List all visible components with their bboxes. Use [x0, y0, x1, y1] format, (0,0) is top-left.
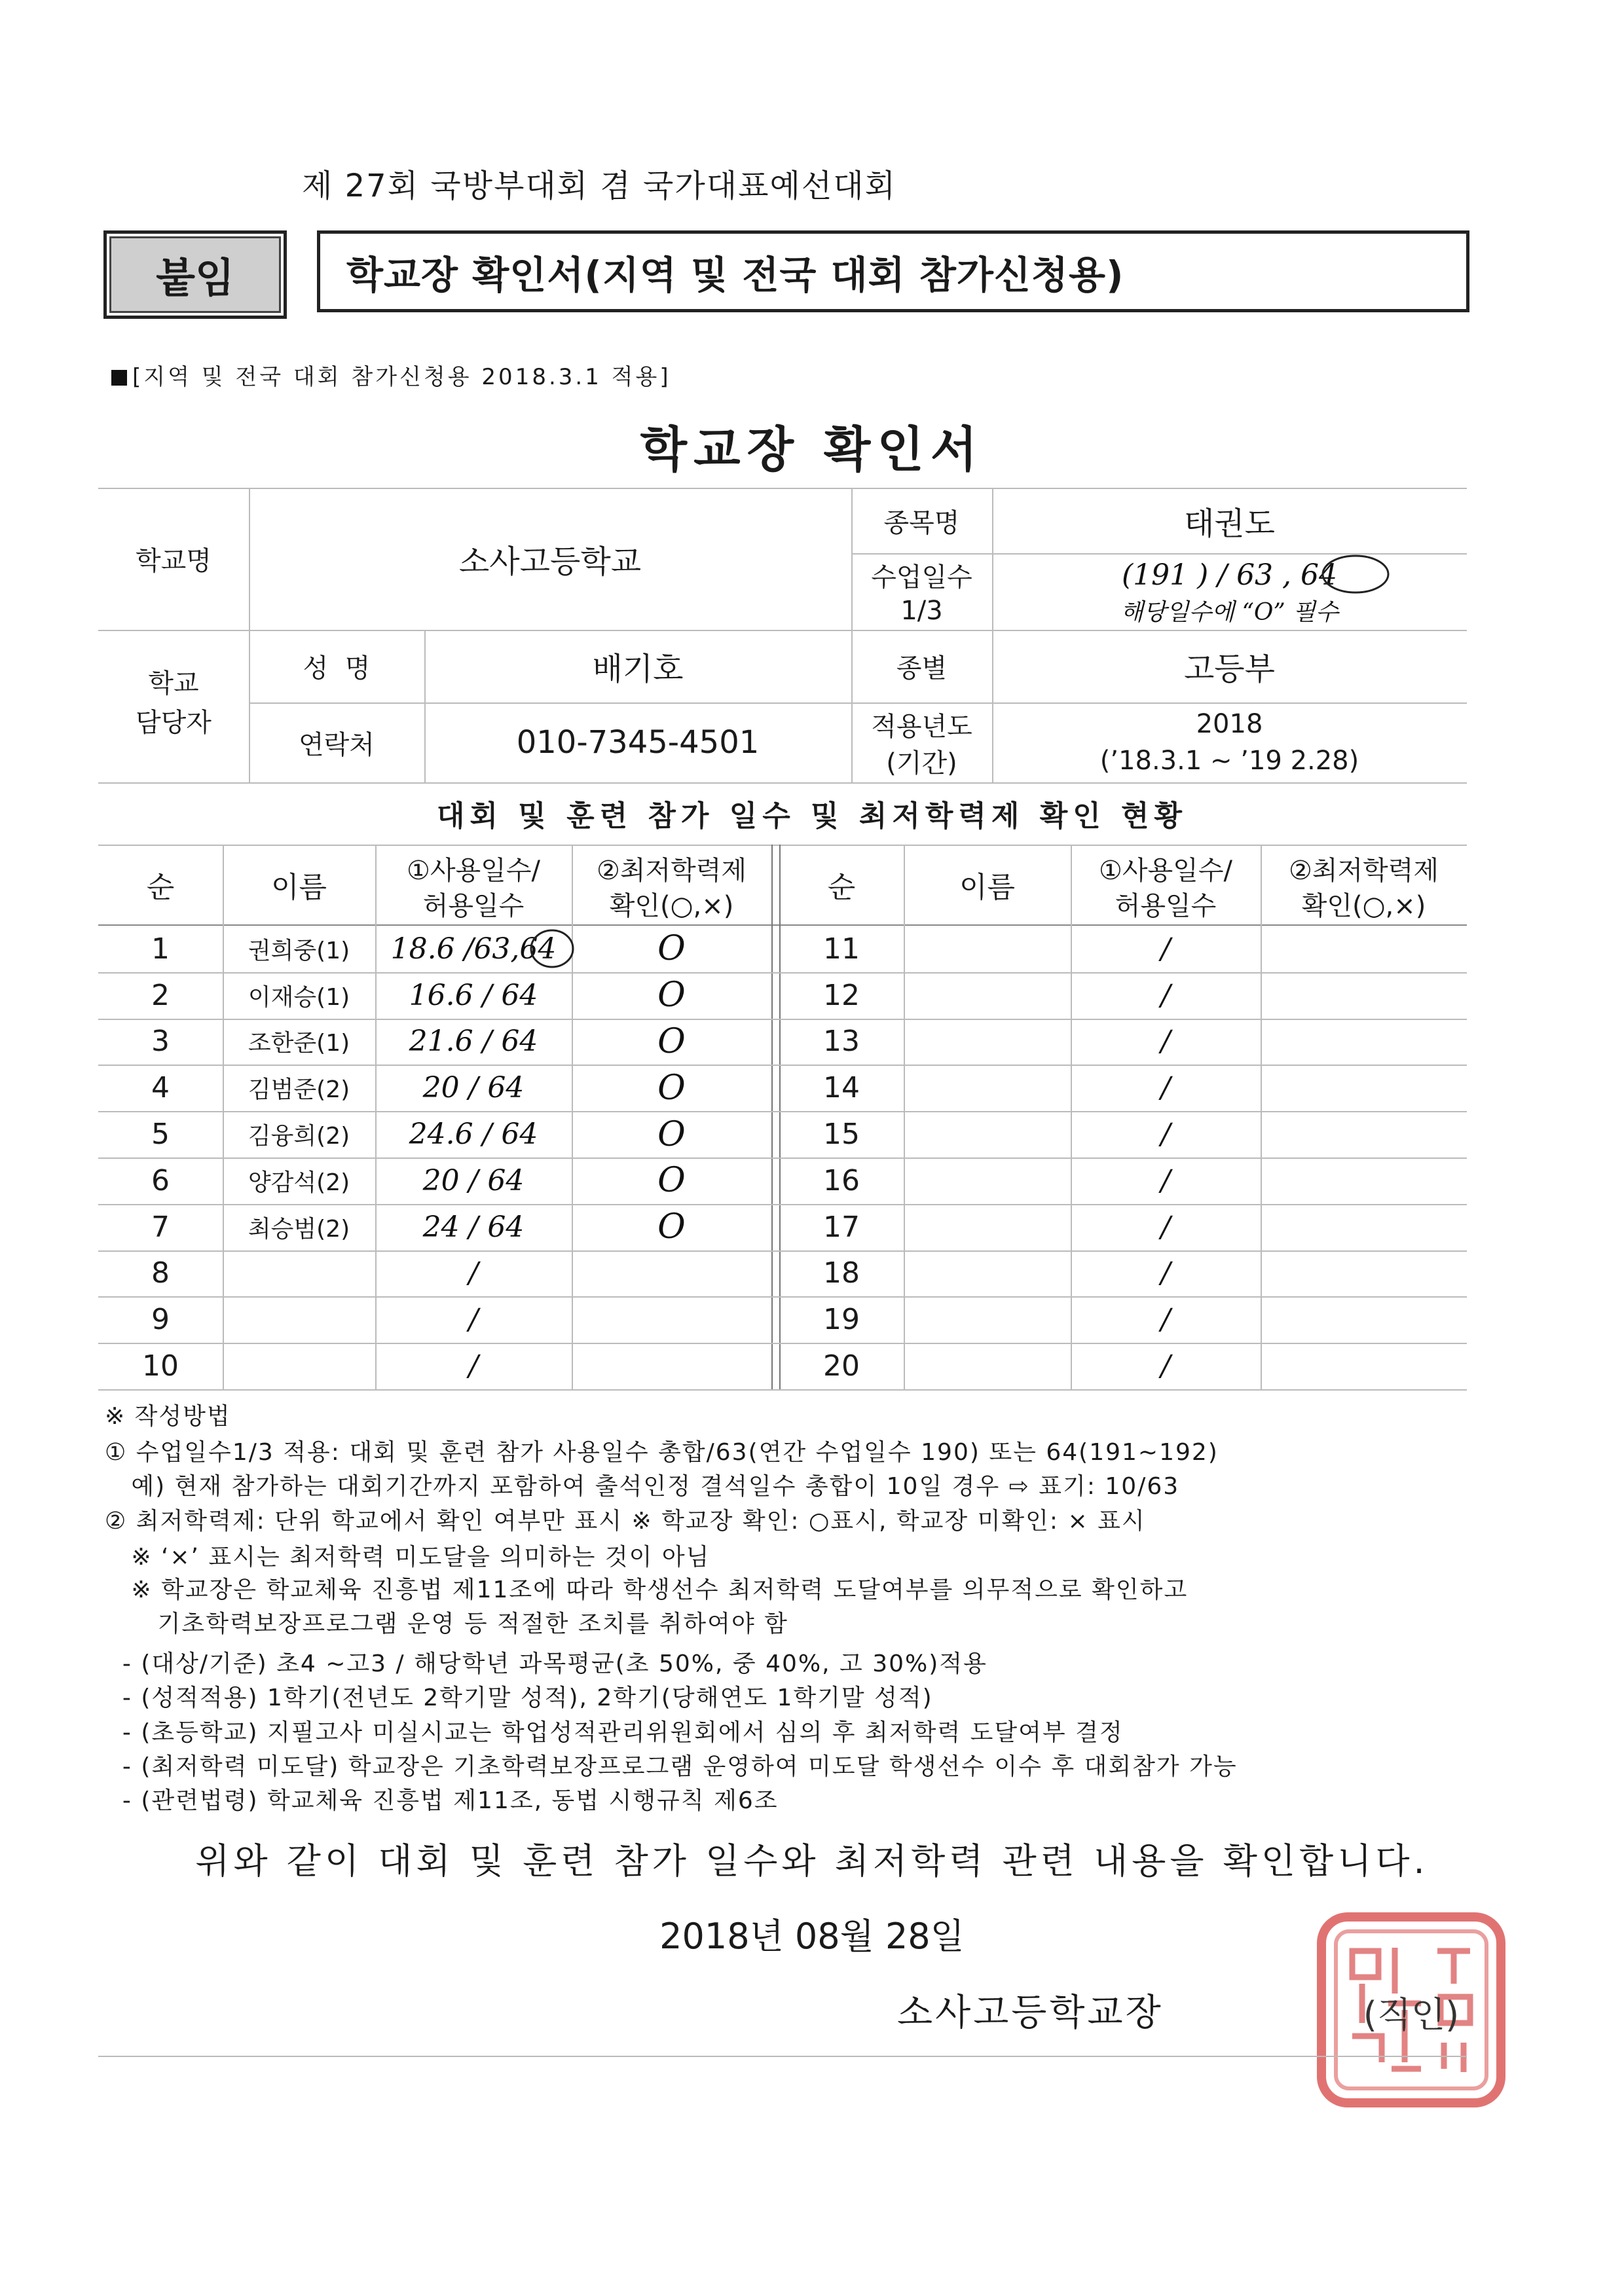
row-days: /	[1160, 1163, 1171, 1197]
class-days-ratio: 1/3	[900, 595, 943, 626]
row-divider	[98, 1296, 1467, 1298]
row-divider	[98, 1204, 1467, 1205]
row-divider	[98, 1250, 1467, 1252]
row-name	[904, 1343, 1071, 1389]
row-divider	[98, 972, 1467, 974]
event-value: 태권도	[1183, 505, 1276, 542]
row-divider	[98, 1065, 1467, 1066]
row-name	[904, 926, 1071, 972]
header-no: 순	[146, 871, 175, 904]
attachment-label: 붙임	[103, 230, 287, 319]
row-check	[1261, 926, 1467, 972]
row-check: O	[657, 1114, 686, 1154]
row-number: 5	[151, 1118, 170, 1152]
row-days: 20 / 64	[422, 1163, 525, 1197]
instruction-line: - (성적적용) 1학기(전년도 2학기말 성적), 2학기(당해연도 1학기말 성적)	[105, 1685, 933, 1711]
divider	[98, 782, 1467, 784]
row-days: /	[1160, 1349, 1171, 1383]
row-days: /	[1160, 1303, 1171, 1337]
row-divider	[98, 1157, 1467, 1159]
manager-label-line2: 담당자	[136, 707, 212, 738]
row-name	[904, 1065, 1071, 1111]
date: 2018년 08월 28일	[659, 1916, 965, 1957]
row-name	[223, 1296, 375, 1343]
row-number: 12	[823, 978, 860, 1012]
year-label-line2: (기간)	[886, 748, 957, 778]
division-value: 고등부	[1183, 651, 1276, 687]
row-name: 권희중(1)	[248, 937, 350, 964]
row-check	[1261, 1296, 1467, 1343]
document-title-boxed: 학교장 확인서(지역 및 전국 대회 참가신청용)	[317, 230, 1469, 312]
instruction-line: - (대상/기준) 초4 ~고3 / 해당학년 과목평균(초 50%, 중 40%, 고 30%)적용	[105, 1650, 987, 1677]
event-title: 제 27회 국방부대회 겸 국가대표예선대회	[302, 168, 896, 204]
row-days: /	[1160, 1025, 1171, 1059]
row-number: 10	[142, 1349, 179, 1383]
principal-name: 소사고등학교장	[897, 1992, 1164, 2034]
row-check: O	[657, 1021, 686, 1061]
row-days: /	[1160, 1071, 1171, 1105]
header-days-line1: ①사용일수/	[1099, 855, 1232, 886]
row-name	[904, 1204, 1071, 1250]
row-days: 21.6 / 64	[409, 1025, 538, 1059]
row-name: 양감석(2)	[248, 1169, 350, 1196]
row-name	[904, 1296, 1071, 1343]
row-check: O	[657, 1068, 686, 1108]
row-number: 20	[823, 1349, 860, 1383]
row-number: 19	[823, 1303, 860, 1337]
seal-label: (직인)	[1363, 1994, 1460, 2035]
instruction-line: 예) 현재 참가하는 대회기간까지 포함하여 출석인정 결석일수 총합이 10일 경우 ⇨ 표기: 10/63	[105, 1473, 1180, 1500]
row-name	[904, 1250, 1071, 1297]
row-number: 18	[823, 1256, 860, 1290]
row-check	[1261, 1065, 1467, 1111]
header-grade-line2: 확인(○,×)	[609, 890, 734, 921]
row-number: 2	[151, 978, 170, 1012]
row-name	[904, 1019, 1071, 1065]
row-days: 24.6 / 64	[409, 1118, 538, 1152]
contact-label: 연락처	[299, 729, 375, 760]
row-number: 9	[151, 1303, 170, 1337]
row-days: /	[1160, 1118, 1171, 1152]
row-divider	[98, 1111, 1467, 1112]
row-name	[904, 972, 1071, 1019]
instruction-line: ※ 작성방법	[105, 1403, 231, 1430]
row-number: 8	[151, 1256, 170, 1290]
contact-value: 010-7345-4501	[516, 724, 760, 761]
row-check: O	[657, 1207, 686, 1247]
row-name: 최승범(2)	[248, 1215, 350, 1243]
row-divider	[98, 1019, 1467, 1020]
row-divider	[98, 1343, 1467, 1344]
instruction-line: ※ 학교장은 학교체육 진흥법 제11조에 따라 학생선수 최저학력 도달여부를 의무적으로 확인하고	[105, 1576, 1189, 1603]
row-name	[904, 1157, 1071, 1204]
row-check	[572, 1250, 771, 1297]
year-label-line1: 적용년도	[871, 711, 972, 742]
row-days: /	[1160, 978, 1171, 1012]
row-number: 7	[151, 1210, 170, 1244]
bottom-divider	[98, 2056, 1467, 2057]
school-value: 소사고등학교	[458, 543, 642, 580]
instruction-line: - (최저학력 미도달) 학교장은 기초학력보장프로그램 운영하여 미도달 학생선수 이수 후 대회참가 가능	[105, 1753, 1238, 1780]
row-number: 16	[823, 1163, 860, 1197]
row-name: 김융희(2)	[248, 1123, 350, 1150]
row-name	[223, 1343, 375, 1389]
row-days: /	[1160, 1256, 1171, 1290]
row-number: 14	[823, 1071, 860, 1105]
row-days: 16.6 / 64	[409, 978, 538, 1012]
row-divider	[98, 1389, 1467, 1391]
row-days: /	[468, 1256, 479, 1290]
row-check: O	[657, 1161, 686, 1201]
name-value: 배기호	[592, 651, 684, 687]
header-name: 이름	[270, 871, 327, 904]
row-check	[1261, 1343, 1467, 1389]
name-label: 성 명	[303, 653, 371, 683]
square-bullet-icon	[111, 370, 127, 386]
class-days-value: (191 ) / 63 , 64	[1121, 558, 1338, 592]
row-number: 13	[823, 1025, 860, 1059]
row-days: /	[468, 1303, 479, 1337]
note-line	[111, 359, 671, 391]
row-name: 김범준(2)	[248, 1076, 350, 1104]
row-number: 4	[151, 1071, 170, 1105]
row-name: 조한준(1)	[248, 1030, 350, 1057]
manager-label-line1: 학교	[148, 668, 199, 699]
note-text: [지역 및 전국 대회 참가신청용 2018.3.1 적용]	[132, 364, 671, 390]
official-seal	[1316, 1912, 1506, 2108]
row-check	[1261, 1204, 1467, 1250]
header-grade-line2: 확인(○,×)	[1301, 890, 1426, 921]
section-title: 대회 및 훈련 참가 일수 및 최저학력제 확인 현황	[436, 799, 1188, 833]
event-label: 종목명	[883, 507, 960, 538]
header-days-line2: 허용일수	[1115, 890, 1217, 921]
division-label: 종별	[896, 653, 948, 683]
row-days: 18.6 /63,64	[390, 932, 557, 966]
year-value: 2018	[1196, 709, 1263, 739]
header-grade-line1: ②최저학력제	[596, 855, 747, 886]
row-check	[572, 1343, 771, 1389]
row-number: 1	[151, 932, 170, 966]
row-name: 이재승(1)	[248, 983, 350, 1011]
row-name	[223, 1250, 375, 1297]
row-number: 3	[151, 1025, 170, 1059]
row-check	[1261, 1111, 1467, 1157]
row-check: O	[657, 975, 686, 1015]
school-label: 학교명	[136, 546, 212, 576]
row-number: 11	[823, 932, 860, 966]
instruction-line: ① 수업일수1/3 적용: 대회 및 훈련 참가 사용일수 총합/63(연간 수업일수 190) 또는 64(191~192)	[105, 1439, 1219, 1466]
row-check	[1261, 1019, 1467, 1065]
instruction-line: ② 최저학력제: 단위 학교에서 확인 여부만 표시 ※ 학교장 확인: ○표시, 학교장 미확인: × 표시	[105, 1508, 1146, 1535]
row-days: /	[1160, 932, 1171, 966]
header-days-line2: 허용일수	[422, 890, 525, 921]
row-check	[572, 1296, 771, 1343]
header-no: 순	[827, 871, 856, 904]
row-number: 17	[823, 1210, 860, 1244]
row-check: O	[657, 929, 686, 969]
instruction-line: - (관련법령) 학교체육 진흥법 제11조, 동법 시행규칙 제6조	[105, 1787, 779, 1814]
main-title: 학교장 확인서	[640, 422, 984, 478]
row-check	[1261, 1157, 1467, 1204]
row-number: 15	[823, 1118, 860, 1152]
confirm-text: 위와 같이 대회 및 훈련 참가 일수와 최저학력 관련 내용을 확인합니다.	[195, 1840, 1429, 1882]
row-days: /	[1160, 1210, 1171, 1244]
row-check	[1261, 972, 1467, 1019]
header-days-line1: ①사용일수/	[407, 855, 540, 886]
row-check	[1261, 1250, 1467, 1297]
row-days: /	[468, 1349, 479, 1383]
instruction-line: 기초학력보장프로그램 운영 등 적절한 조치를 취하여야 함	[105, 1611, 788, 1637]
class-days-label: 수업일수	[871, 562, 972, 592]
row-name	[904, 1111, 1071, 1157]
year-period: (’18.3.1 ~ ’19 2.28)	[1099, 746, 1359, 776]
row-number: 6	[151, 1163, 170, 1197]
circle-mark-icon	[1320, 553, 1392, 596]
row-days: 20 / 64	[422, 1071, 525, 1105]
instruction-line: - (초등학교) 지필고사 미실시교는 학업성적관리위원회에서 심의 후 최저학력 도달여부 결정	[105, 1719, 1124, 1746]
header-grade-line1: ②최저학력제	[1288, 855, 1439, 886]
divider	[771, 845, 773, 1389]
row-days: 24 / 64	[422, 1210, 525, 1244]
class-days-note: 해당일수에 “O” 필수	[1120, 599, 1338, 626]
instruction-line: ※ ‘×’ 표시는 최저학력 미도달을 의미하는 것이 아님	[105, 1544, 710, 1571]
circle-mark-icon	[527, 926, 580, 972]
header-name: 이름	[959, 871, 1015, 904]
